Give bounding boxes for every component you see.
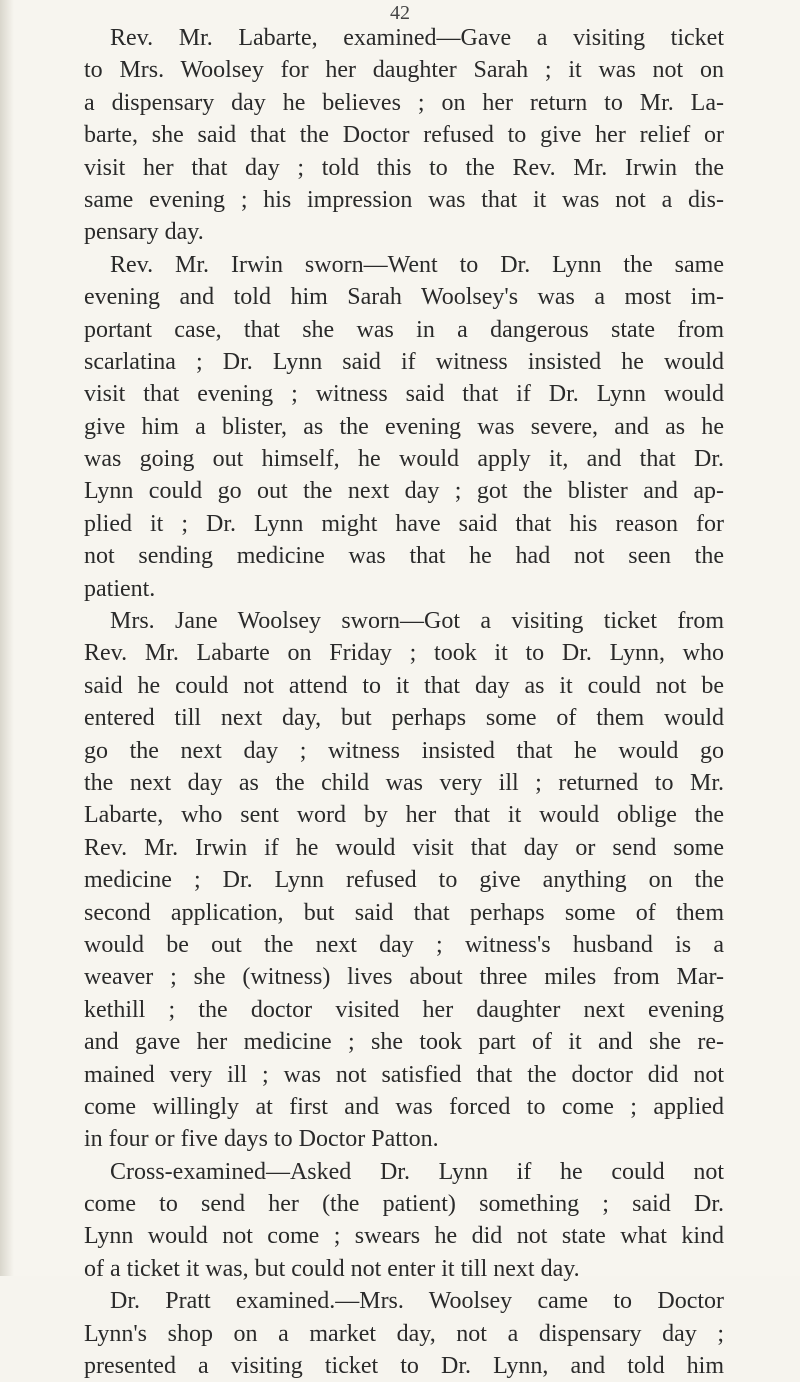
text-line: mained very ill ; was not satisfied that the doctor did not (84, 1061, 724, 1088)
text-line: entered till next day, but perhaps some of them would (84, 705, 724, 732)
text-line: plied it ; Dr. Lynn might have said that his reason for (84, 510, 724, 537)
text-line: to Mrs. Woolsey for her daughter Sarah ; it was not on (84, 57, 724, 84)
text-line: kethill ; the doctor visited her daughter next evening (84, 996, 724, 1023)
text-line: a dispensary day he believes ; on her return to Mr. La- (84, 89, 724, 116)
text-line: Rev. Mr. Irwin sworn—Went to Dr. Lynn the same (110, 251, 724, 278)
text-line: give him a blister, as the evening was severe, and as he (84, 413, 724, 440)
text-line: and gave her medicine ; she took part of it and she re- (84, 1029, 724, 1056)
text-line: visit her that day ; told this to the Rev. Mr. Irwin the (84, 154, 724, 181)
text-line: not sending medicine was that he had not seen the (84, 543, 724, 570)
text-line: would be out the next day ; witness's husband is a (84, 931, 724, 958)
text-line: Lynn could go out the next day ; got the blister and ap- (84, 478, 724, 505)
page-spine-shadow (0, 0, 14, 1276)
text-line: said he could not attend to it that day as it could not be (84, 672, 724, 699)
text-line: come to send her (the patient) something ; said Dr. (84, 1191, 724, 1218)
text-line: go the next day ; witness insisted that he would go (84, 737, 724, 764)
text-line: weaver ; she (witness) lives about three miles from Mar- (84, 964, 724, 991)
text-line: Labarte, who sent word by her that it would oblige the (84, 802, 724, 829)
text-line: same evening ; his impression was that it was not a dis- (84, 186, 724, 213)
text-line: medicine ; Dr. Lynn refused to give anything on the (84, 867, 724, 894)
text-line: Cross-examined—Asked Dr. Lynn if he could not (110, 1158, 724, 1185)
text-line: scarlatina ; Dr. Lynn said if witness insisted he would (84, 348, 724, 375)
paragraph (84, 249, 724, 605)
text-line: was going out himself, he would apply it, and that Dr. (84, 446, 724, 473)
paragraph (84, 605, 724, 1156)
page-number: 42 (390, 2, 410, 24)
text-line: visit that evening ; witness said that if Dr. Lynn would (84, 381, 724, 408)
text-line: patient. (84, 575, 156, 602)
body-text (84, 22, 724, 1382)
text-line: presented a visiting ticket to Dr. Lynn, and told him (84, 1353, 724, 1380)
text-line: the next day as the child was very ill ; returned to Mr. (84, 769, 724, 796)
paragraph (84, 1156, 724, 1286)
text-line: evening and told him Sarah Woolsey's was a most im- (84, 284, 724, 311)
text-line: of a ticket it was, but could not enter it till next day. (84, 1255, 580, 1282)
paragraph (84, 1285, 724, 1382)
text-line: in four or five days to Doctor Patton. (84, 1126, 439, 1153)
text-line: Rev. Mr. Irwin if he would visit that day or send some (84, 834, 724, 861)
text-line: Lynn's shop on a market day, not a dispensary day ; (84, 1320, 724, 1347)
text-line: Rev. Mr. Labarte on Friday ; took it to Dr. Lynn, who (84, 640, 724, 667)
text-line: come willingly at first and was forced to come ; applied (84, 1093, 724, 1120)
text-line: Mrs. Jane Woolsey sworn—Got a visiting ticket from (110, 608, 724, 635)
text-line: Dr. Pratt examined.—Mrs. Woolsey came to Doctor (110, 1288, 724, 1315)
text-line: barte, she said that the Doctor refused to give her relief or (84, 122, 724, 149)
text-line: portant case, that she was in a dangerous state from (84, 316, 724, 343)
text-line: pensary day. (84, 219, 204, 246)
text-line: second application, but said that perhaps some of them (84, 899, 724, 926)
paragraph (84, 22, 724, 249)
text-line: Rev. Mr. Labarte, examined—Gave a visiting ticket (110, 25, 724, 51)
text-line: Lynn would not come ; swears he did not state what kind (84, 1223, 724, 1250)
